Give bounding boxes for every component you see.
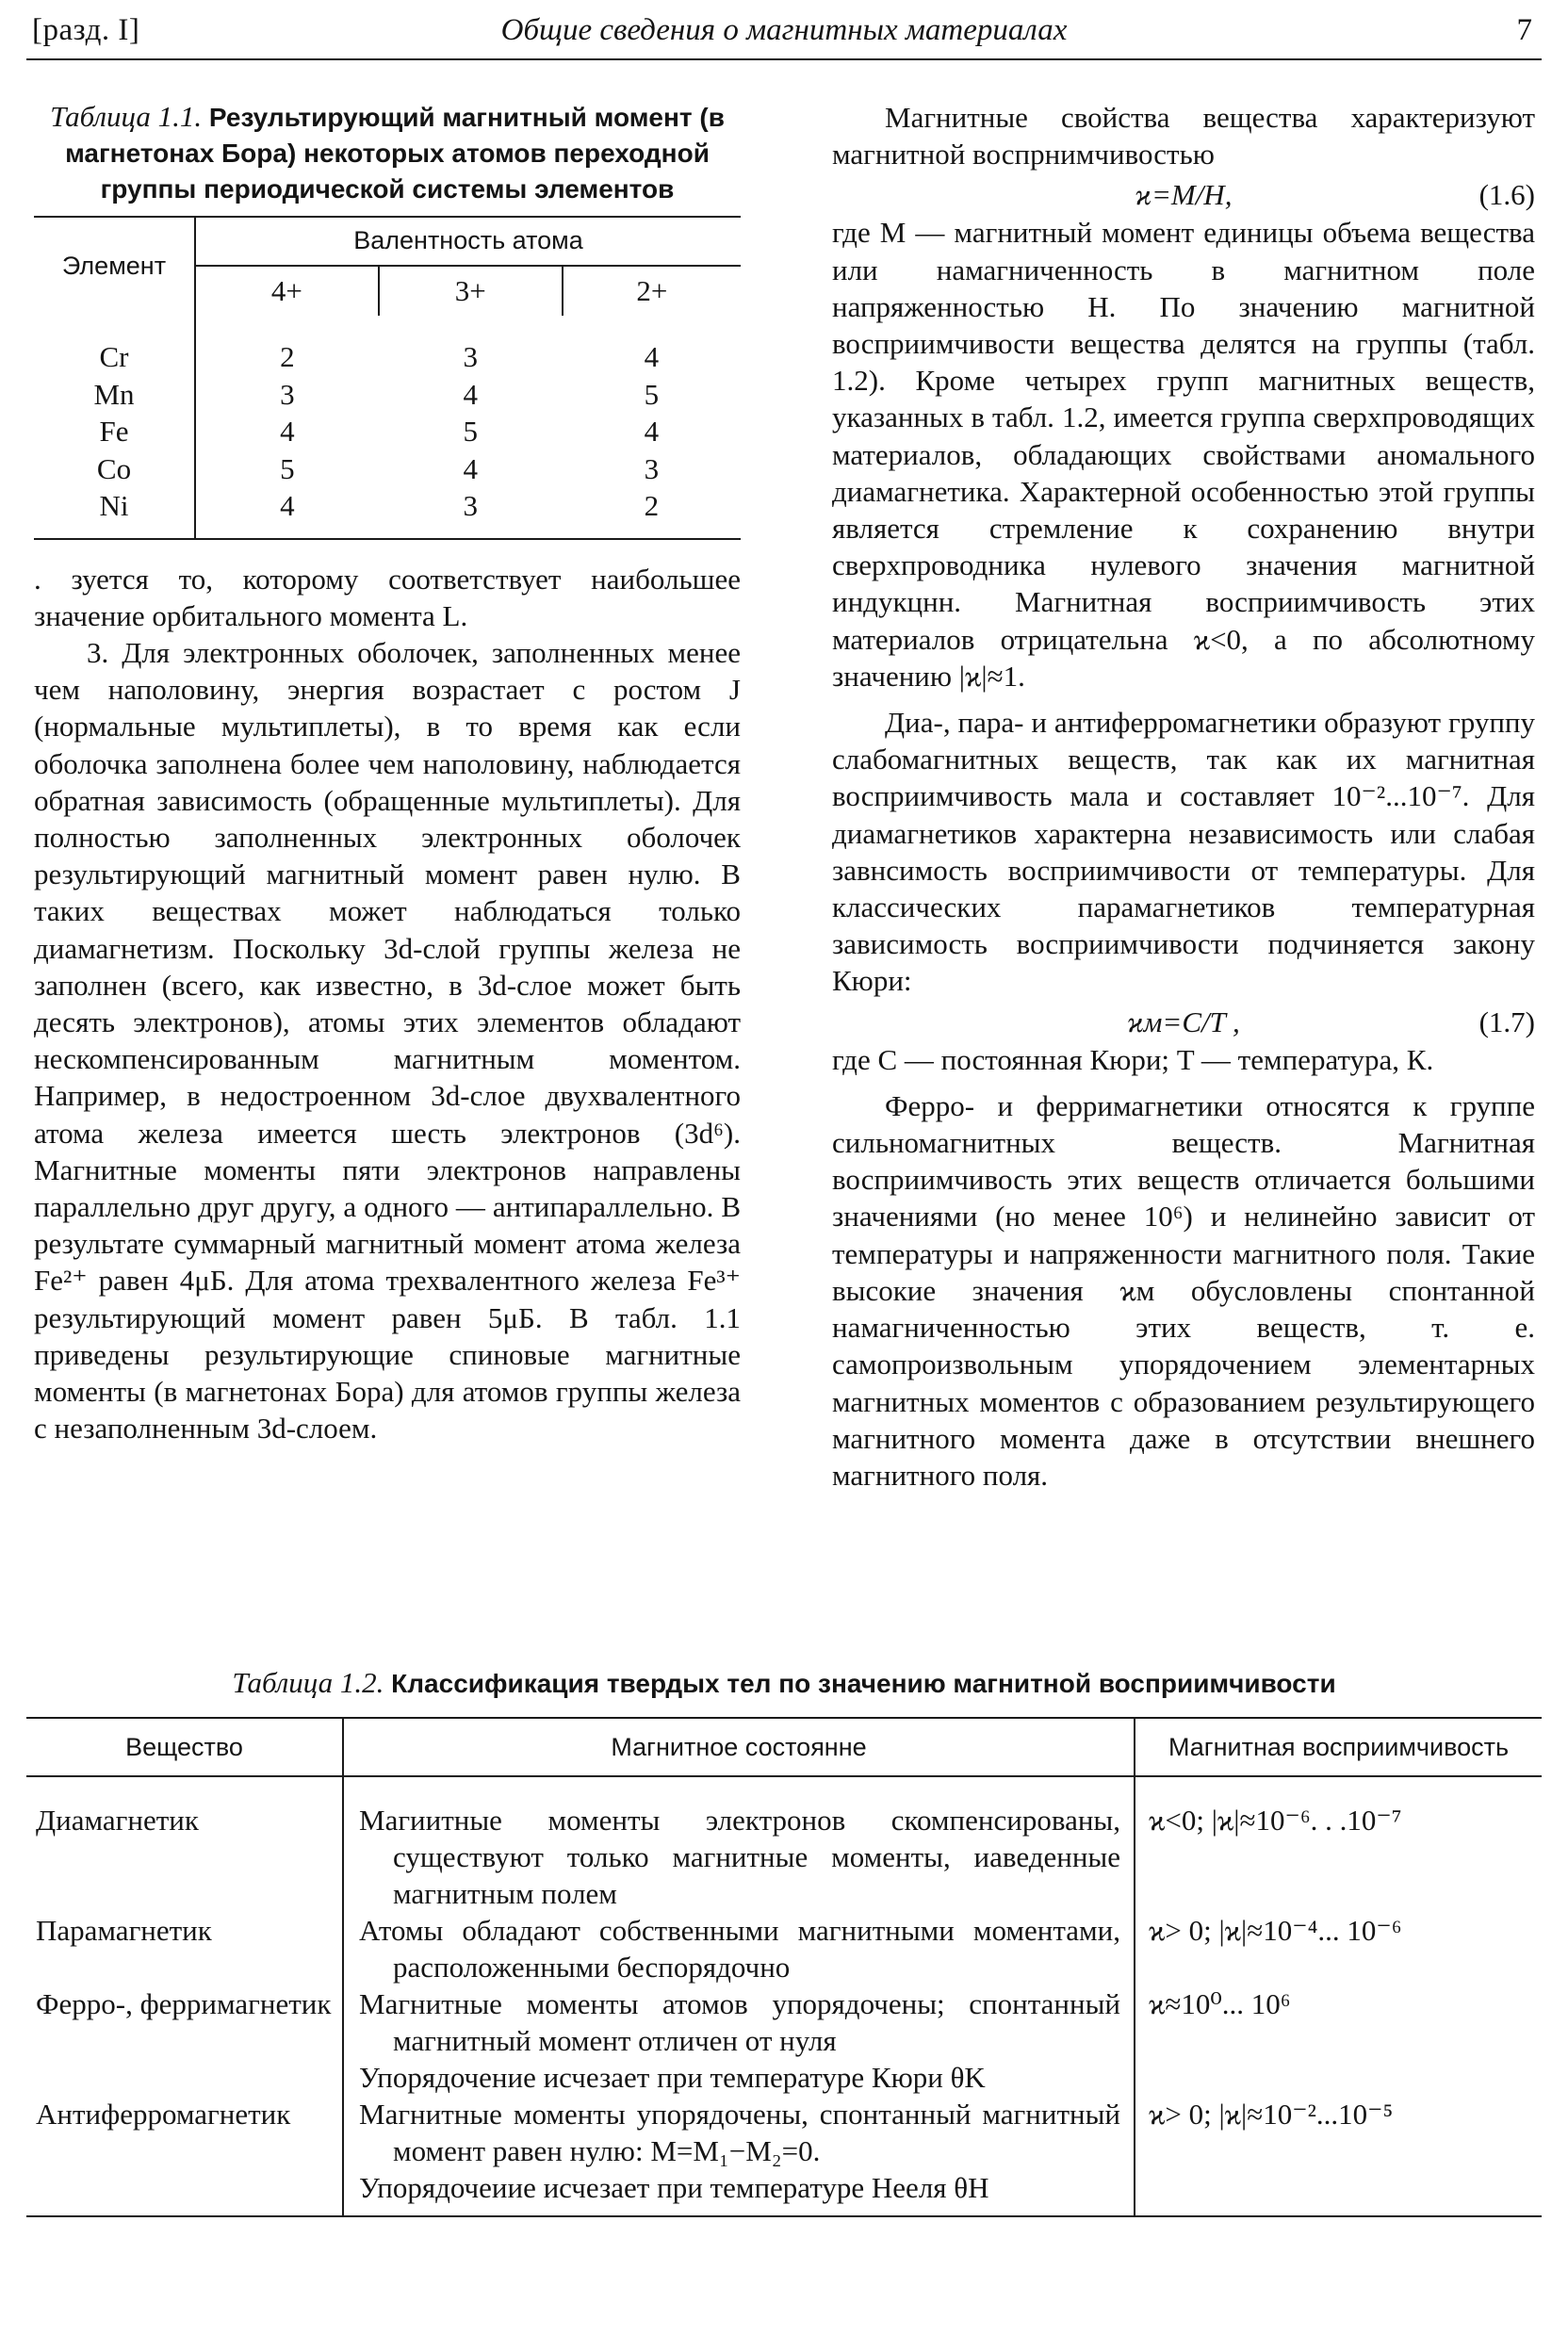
table1-header-valence-2: 2+ bbox=[563, 266, 741, 316]
table1-cell: 5 bbox=[463, 415, 478, 449]
table2-chi: ϰ> 0; |ϰ|≈10⁻⁴... 10⁻⁶ bbox=[1135, 1912, 1542, 1985]
table2-caption-text: Классификация твердых тел по значению магнитной восприимчивости bbox=[391, 1669, 1336, 1698]
table-row bbox=[34, 316, 741, 376]
table1-header-valence-3: 3+ bbox=[379, 266, 563, 316]
running-header bbox=[26, 13, 1542, 60]
table-row bbox=[26, 1776, 1542, 1912]
table-row bbox=[26, 2096, 1542, 2216]
table1-caption-text: Результирующий магнитный момент (в магнетонах Бора) некоторых атомов переходной группы периодической системы элементов bbox=[65, 103, 725, 204]
table1-cell-element: Mn bbox=[93, 377, 135, 411]
table1-caption bbox=[34, 99, 741, 206]
table2-state-cell bbox=[343, 1776, 1135, 1912]
table1-cell: 5 bbox=[644, 377, 660, 411]
right-paragraph-2: где M — магнитный момент единицы объема вещества или намагниченность в магнитном поле напряженностью H. По значению магнитной восприимчивости вещества делятся на группы (табл. 1.2). Кроме четырех групп магнитных веществ, указанных в табл. 1.2, имеется группа сверхпроводящих материалов, обладающих свойствами аномального диамагнетика. Характерной особенностью этой группы является стремление к сохранению внутри сверхпроводника нулевого значения магнитной индукцнн. Магнитная восприимчивость этих материалов отрицательна ϰ<0, а по абсолютному значению |ϰ|≈1. bbox=[832, 216, 1535, 693]
table2-state-cell bbox=[343, 2096, 1135, 2216]
table1-cell: 2 bbox=[195, 316, 379, 376]
table2-chi: ϰ<0; |ϰ|≈10⁻⁶. . .10⁻⁷ bbox=[1135, 1776, 1542, 1912]
table1-cell: 4 bbox=[644, 415, 660, 449]
table2-substance-cell bbox=[26, 2096, 343, 2216]
table1-cell: 4 bbox=[195, 413, 379, 450]
left-paragraph-1: . зуется то, которому соответствует наибольшее значение орбитального момента L. bbox=[34, 562, 741, 632]
table2-substance: Антиферромагнетик bbox=[36, 2098, 291, 2131]
table-row bbox=[26, 1912, 1542, 1985]
table1-header-valence: Валентность атома bbox=[195, 217, 741, 266]
table2-chi: ϰ≈10⁰... 10⁶ bbox=[1135, 1985, 1542, 2096]
table1-cell-element: Ni bbox=[34, 487, 195, 539]
table1-cell: 5 bbox=[195, 450, 379, 488]
table1-cell: 4 bbox=[195, 487, 379, 539]
table2-substance: Диамагнетик bbox=[36, 1804, 199, 1837]
formula-1-7 bbox=[832, 1004, 1535, 1041]
table-row bbox=[26, 1985, 1542, 2096]
table2-chi: ϰ> 0; |ϰ|≈10⁻²...10⁻⁵ bbox=[1135, 2096, 1542, 2216]
table1-cell: 4 bbox=[463, 377, 478, 411]
table2-state: Магнитные моменты упорядочены, спонтанный магнитный момент равен нулю: M=M₁−M₂=0. bbox=[359, 2098, 1120, 2167]
formula-1-7-expression: ϰм=C/T , bbox=[1127, 1005, 1240, 1038]
table2-state: Упорядочение исчезает при температуре Кюри θK bbox=[359, 2061, 986, 2094]
table2-state: Магнитные моменты атомов упорядочены; спонтанный магнитный момент отличен от нуля bbox=[359, 1987, 1120, 2057]
left-paragraph-2: 3. Для электронных оболочек, заполненных менее чем наполовину, энергия возрастает с ростом J (нормальные мультиплеты), в то время как если оболочка заполнена более чем наполовину, наблюдается обратная зависимость (обращенные мультиплеты). Для полностью заполненных электронных оболочек результирующий магнитный момент равен нулю. В таких веществах может наблюдаться только диамагнетизм. Поскольку 3d-слой группы железа не заполнен (всего, как известно, в 3d-слое может быть десять электронов), атомы этих элементов обладают нескомпенсированным магнитным моментом. Например, в недостроенном 3d-слое двухвалентного атома железа имеется шесть электронов (3d⁶). Магнитные моменты пяти электронов направлены параллельно друг другу, а одного — антипараллельно. В результате суммарный магнитный момент атома железа Fe²⁺ равен 4μБ. Для атома трехвалентного железа Fe³⁺ результирующий момент равен 5μБ. В табл. 1.1 приведены результирующие спиновые магнитные моменты (в магнетонах Бора) для атомов группы железа с незаполненным 3d-слоем. bbox=[34, 635, 741, 1446]
table-row bbox=[34, 413, 741, 450]
table2 bbox=[26, 1717, 1542, 2217]
page-number: 7 bbox=[1516, 13, 1532, 47]
right-paragraph-5: Ферро- и ферримагнетики относятся к группе сильномагнитных веществ. Магнитная восприимчивость этих веществ отличается большими значениями (но менее 10⁶) и нелинейно зависит от температуры и напряженности магнитного поля. Такие высокие значения ϰм обусловлены спонтанной намагниченностью этих веществ, т. е. самопроизвольным упорядочением элементарных магнитных моментов с образованием результирующего магнитного момента даже в отсутствии внешнего магнитного поля. bbox=[832, 1088, 1535, 1492]
table2-header-susceptibility: Магнитная восприимчивость bbox=[1135, 1718, 1542, 1776]
table1 bbox=[34, 216, 741, 540]
table1-cell: 2 bbox=[563, 487, 741, 539]
table2-state: Упорядочеиие исчезает при температуре Нееля θH bbox=[359, 2171, 989, 2204]
table1-cell: 3 bbox=[463, 340, 478, 374]
table2-substance: Парамагнетик bbox=[36, 1914, 212, 1947]
table1-cell-element: Co bbox=[96, 451, 132, 485]
table2-state: Атомы обладают собственными магнитными моментами, расположенными беспорядочно bbox=[359, 1914, 1120, 1984]
right-paragraph-4: где C — постоянная Кюри; T — температура, К. bbox=[832, 1042, 1434, 1076]
table1-header-valence-4: 4+ bbox=[195, 266, 379, 316]
table1-cell: 3 bbox=[379, 487, 563, 539]
right-paragraph-1: Магнитные свойства вещества характеризуют магнитной воспрнимчивостью bbox=[832, 101, 1535, 172]
left-column bbox=[34, 99, 741, 1446]
table2-state-cell bbox=[343, 1912, 1135, 1985]
table1-cell: 3 bbox=[195, 376, 379, 414]
table-row bbox=[34, 450, 741, 488]
right-paragraph-3: Диа-, пара- и антиферромагнетики образуют группу слабомагнитных веществ, так как их магнитная восприимчивость мала и составляет 10⁻²...10⁻⁷. Для диамагнетиков характерна независимость или слабая завнсимость восприимчивости от температуры. Для классических парамагнетиков температурная зависимость восприимчивости подчиняется закону Кюри: bbox=[832, 706, 1535, 998]
table2-substance-cell bbox=[26, 1985, 343, 2096]
formula-1-6-number: (1.6) bbox=[1478, 178, 1535, 212]
running-title: Общие сведения о магнитных материалах bbox=[500, 13, 1068, 47]
table2-caption bbox=[0, 1666, 1568, 1700]
table2-caption-label: Таблица 1.2. bbox=[232, 1666, 384, 1699]
table1-cell: 4 bbox=[463, 451, 478, 485]
formula-1-6 bbox=[832, 176, 1535, 214]
table2-state: Магиитные моменты электронов скомпенсированы, существуют только магнитные моменты, иаведенные магнитным полем bbox=[359, 1804, 1120, 1910]
table1-cell: 3 bbox=[644, 451, 660, 485]
table2-substance: Ферро-, ферримагнетик bbox=[36, 1987, 332, 2020]
table2-header-substance: Вещество bbox=[26, 1718, 343, 1776]
table1-cell-element: Cr bbox=[99, 340, 129, 374]
table-row bbox=[34, 487, 741, 539]
table1-cell: 4 bbox=[644, 340, 660, 374]
formula-1-7-number: (1.7) bbox=[1478, 1005, 1535, 1038]
table1-header-element: Элемент bbox=[34, 217, 195, 316]
section-label: [разд. I] bbox=[32, 13, 140, 47]
table1-cell-element: Fe bbox=[99, 415, 129, 449]
table2-state-cell bbox=[343, 1985, 1135, 2096]
table-row bbox=[34, 376, 741, 414]
right-column bbox=[832, 99, 1535, 1494]
table2-header-state: Магнитное состоянне bbox=[343, 1718, 1135, 1776]
formula-1-6-expression: ϰ=M/H, bbox=[1135, 178, 1233, 212]
table1-caption-label: Таблица 1.1. bbox=[50, 100, 203, 133]
